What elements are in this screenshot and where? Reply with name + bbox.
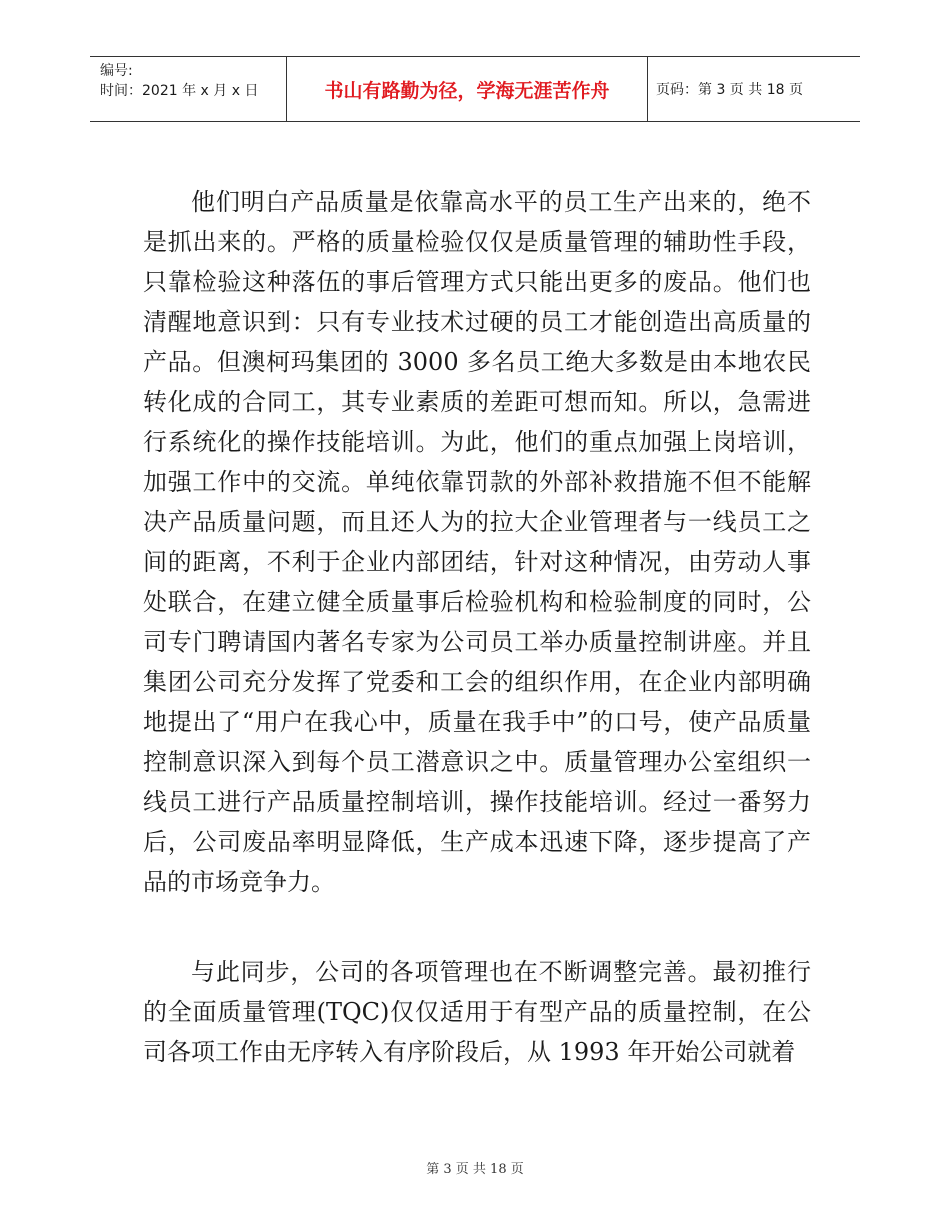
document-body [143,182,811,1072]
page-footer: 第 3 页 共 18 页 [426,1162,524,1177]
document-time-label: 时间：2021 年 x 月 x 日 [100,83,259,99]
document-number-label: 编号: [100,63,133,79]
header-motto: 书山有路勤为径，学海无涯苦作舟 [286,57,648,121]
page-header [90,56,860,122]
header-page-info: 页码：第 3 页 共 18 页 [656,82,803,98]
paragraph: 与此同步，公司的各项管理也在不断调整完善。最初推行的全面质量管理(TQC)仅仅适用于有型产品的质量控制，在公司各项工作由无序转入有序阶段后，从 1993 年开始公司就着 [143,958,811,1066]
paragraph: 他们明白产品质量是依靠高水平的员工生产出来的，绝不是抓出来的。严格的质量检验仅仅是质量管理的辅助性手段，只靠检验这种落伍的事后管理方式只能出更多的废品。他们也清醒地意识到：只有专业技术过硬的员工才能创造出高质量的产品。但澳柯玛集团的 3000 多名员工绝大多数是由本地农民转化成的合同工，其专业素质的差距可想而知。所以，急需进行系统化的操作技能培训。为此，他们的重点加强上岗培训，加强工作中的交流。单纯依靠罚款的外部补救措施不但不能解决产品质量问题，而且还人为的拉大企业管理者与一线员工之间的距离，不利于企业内部团结，针对这种情况，由劳动人事处联合，在建立健全质量事后检验机构和检验制度的同时，公司专门聘请国内著名专家为公司员工举办质量控制讲座。并且集团公司充分发挥了党委和工会的组织作用，在企业内部明确地提出了“用户在我心中，质量在我手中”的口号，使产品质量控制意识深入到每个员工潜意识之中。质量管理办公室组织一线员工进行产品质量控制培训，操作技能培训。经过一番努力后，公司废品率明显降低，生产成本迅速下降，逐步提高了产品的市场竞争力。 [143,188,811,896]
header-meta [90,57,286,121]
